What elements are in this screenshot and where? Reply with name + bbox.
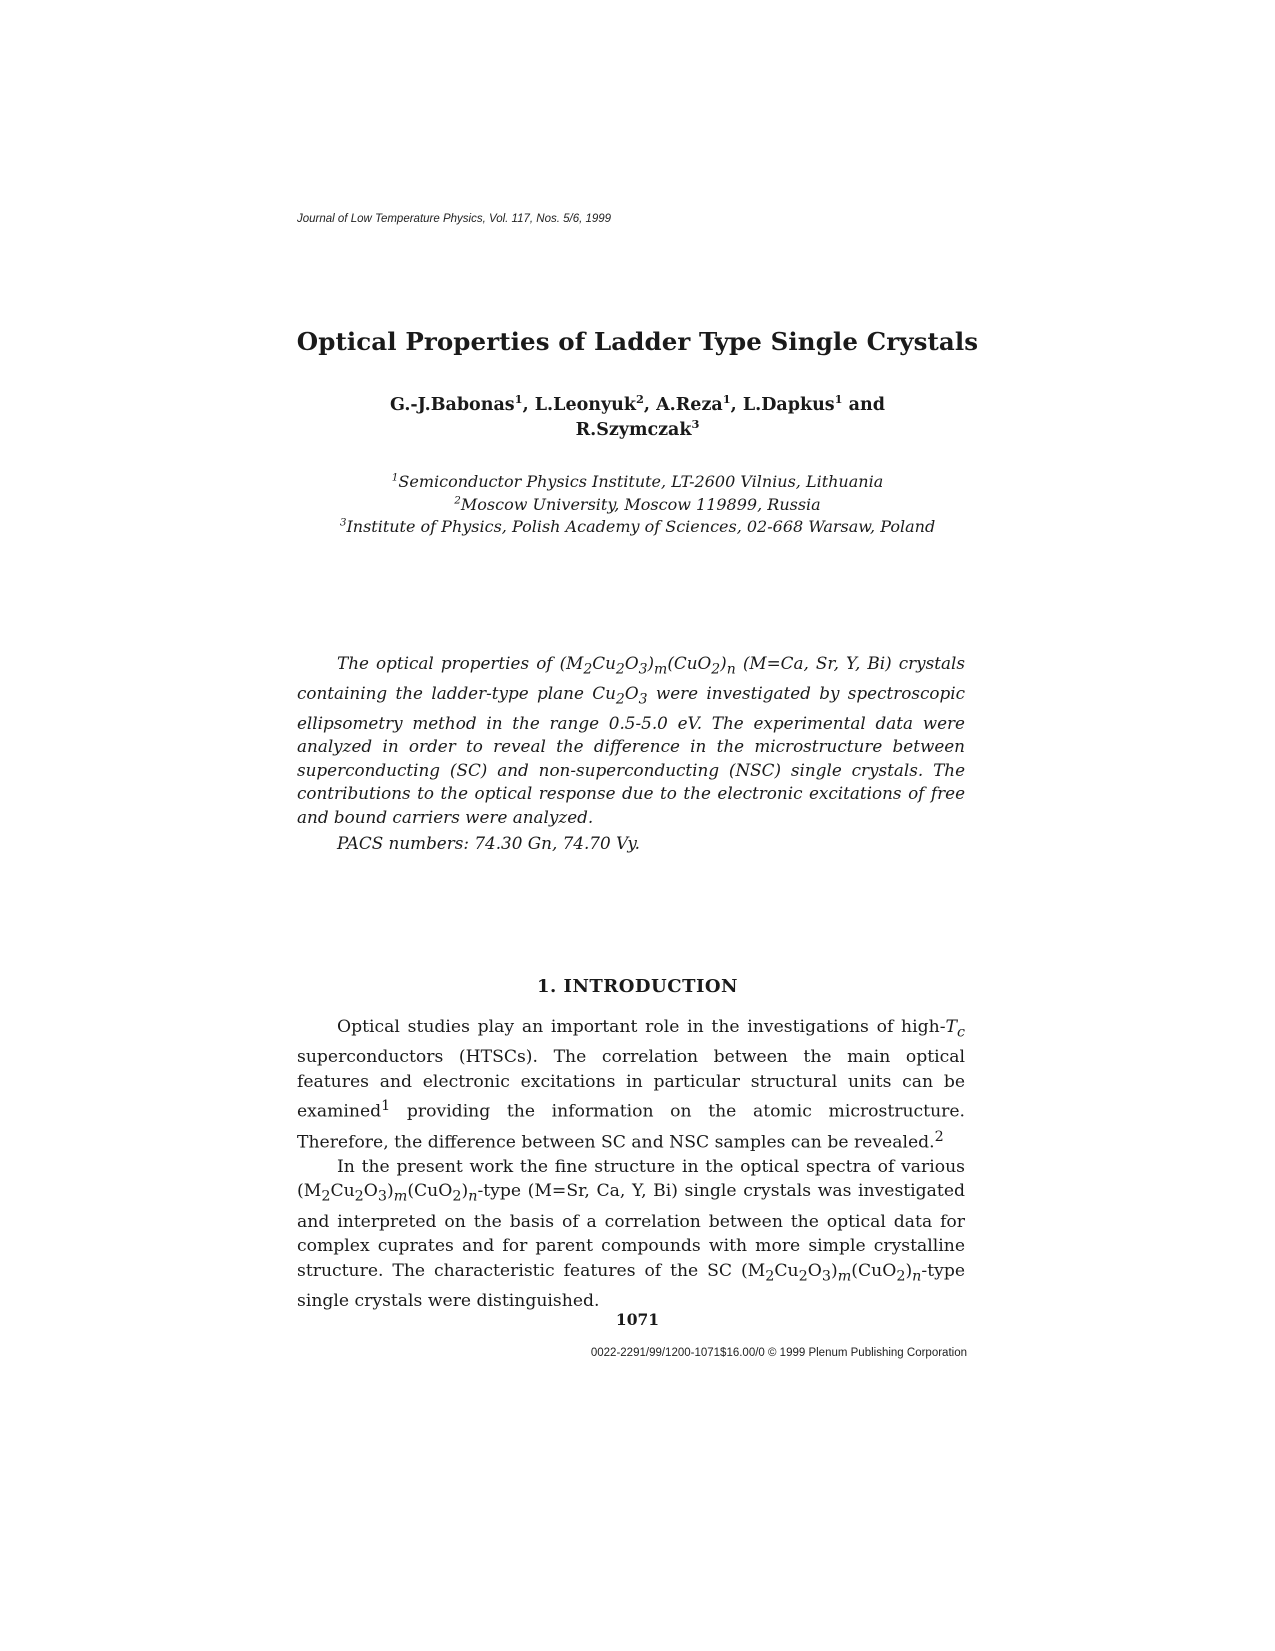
abstract-text: ) [647,653,655,673]
subscript: 3 [377,1188,388,1205]
abstract [297,652,965,829]
affiliation [0,516,1275,539]
abstract-text: Cu [592,653,616,673]
citation-mark: 1 [381,1098,391,1115]
author-separator: , [730,395,743,415]
subscript: n [468,1188,478,1205]
affiliation [0,494,1275,517]
affiliation-text: Moscow University, Moscow 119899, Russia [460,494,821,514]
affiliation [0,471,1275,494]
subscript: 2 [354,1188,364,1205]
abstract-text: O [624,682,639,703]
author-affiliation-mark: 1 [834,392,843,407]
subscript: 3 [638,691,648,708]
author-affiliation-mark: 1 [514,392,523,407]
page-number: 1071 [615,1310,660,1329]
abstract-text: O [624,653,639,673]
abstract-text: (M=Ca, Sr, Y, Bi) crystals containing the ladder-type plane Cu [297,653,965,703]
abstract-text: (CuO [667,653,712,673]
section-heading: 1. INTRODUCTION [536,976,739,997]
subscript: 2 [615,691,625,708]
affiliation-text: Institute of Physics, Polish Academy of Sciences, 02-668 Warsaw, Poland [346,517,936,536]
paragraph-text: -type (M=Sr, Ca, Y, Bi) single crystals was investigated and interpreted on the basis of a correlation between the optical data for complex cuprates and for parent compounds with more simple crystalline structure. The characteristic features of the SC (M [297,1181,965,1281]
subscript: 2 [765,1268,775,1285]
paragraph-text: ) [905,1260,913,1281]
subscript: 2 [711,661,721,678]
paragraph-text: superconductors (HTSCs). The correlation between the main optical features and electronic excitations in particular structural units can be examined [297,1047,965,1122]
author-name: L.Leonyuk [534,395,636,415]
author-separator: , [522,395,535,415]
affiliation-mark: 3 [339,516,347,529]
affiliation-mark: 1 [391,471,399,484]
paragraph-text: Optical studies play an important role in the investigations of high- [337,1017,946,1037]
citation-mark: 2 [934,1128,944,1145]
subscript: 3 [821,1268,831,1285]
paragraph [297,1015,965,1155]
author-affiliation-mark: 2 [636,392,644,407]
paragraph-text: providing the information on the atomic microstructure. Therefore, the difference between SC and NSC samples can be revealed. [297,1101,965,1153]
paragraph-text: Cu [774,1260,799,1281]
abstract-text: The optical properties of (M [337,653,584,673]
pacs-numbers: PACS numbers: 74.30 Gn, 74.70 Vy. [337,833,641,853]
math-symbol: T [945,1017,957,1037]
subscript: m [654,661,668,678]
journal-header: Journal of Low Temperature Physics, Vol. 117, Nos. 5/6, 1999 [297,213,612,225]
author-affiliation-mark: 1 [722,392,731,407]
author-separator: , [643,395,657,415]
paragraph-text: (CuO [851,1260,897,1281]
affiliation-text: Semiconductor Physics Institute, LT-2600 Vilnius, Lithuania [398,472,884,491]
paragraph-text: O [363,1181,378,1202]
copyright-line: 0022-2291/99/1200-1071$16.00/0 © 1999 Plenum Publishing Corporation [590,1347,967,1359]
paragraph [297,1155,965,1313]
affiliation-list [0,471,1275,539]
subscript: 2 [615,661,625,678]
author-affiliation-mark: 3 [691,417,700,432]
subscript: 2 [321,1188,331,1205]
abstract-text: were investigated by spectroscopic ellipsometry method in the range 0.5-5.0 eV. The experimental data were analyzed in order to reveal the difference in the microstructure between superconducting (SC) and non-superconducting (NSC) single crystals. The contributions to the optical response due to the electronic excitations of free and bound carriers were analyzed. [297,682,965,827]
author-list [0,393,1275,443]
body-text [297,1015,965,1313]
subscript: 2 [452,1188,462,1205]
author-name: A.Reza [656,395,723,415]
paragraph-text: Cu [330,1181,355,1202]
paper-title: Optical Properties of Ladder Type Single Crystals [296,327,979,356]
subscript: 2 [583,661,593,678]
author-name: R.Szymczak [575,420,692,440]
author-name: G.-J.Babonas [390,395,515,415]
paragraph-text: ) [387,1181,394,1202]
paragraph-text: O [807,1260,822,1281]
subscript: 3 [638,661,648,678]
subscript: m [837,1268,852,1285]
affiliation-mark: 2 [454,494,461,507]
subscript: 2 [896,1268,906,1285]
paragraph-text: In the present work the fine structure in the optical spectra of various (M [297,1156,965,1202]
subscript: n [726,661,736,678]
paragraph-text: -type single crystals were distinguished. [297,1260,965,1311]
subscript: 2 [798,1268,808,1285]
abstract-text: ) [720,653,727,673]
subscript: n [912,1268,922,1285]
author-name: L.Dapkus [742,395,835,415]
subscript: c [956,1024,965,1041]
paragraph-text: ) [830,1260,838,1281]
paragraph-text: (CuO [407,1181,453,1202]
author-separator: and [842,395,885,415]
paragraph-text: ) [461,1181,469,1202]
subscript: m [393,1188,408,1205]
